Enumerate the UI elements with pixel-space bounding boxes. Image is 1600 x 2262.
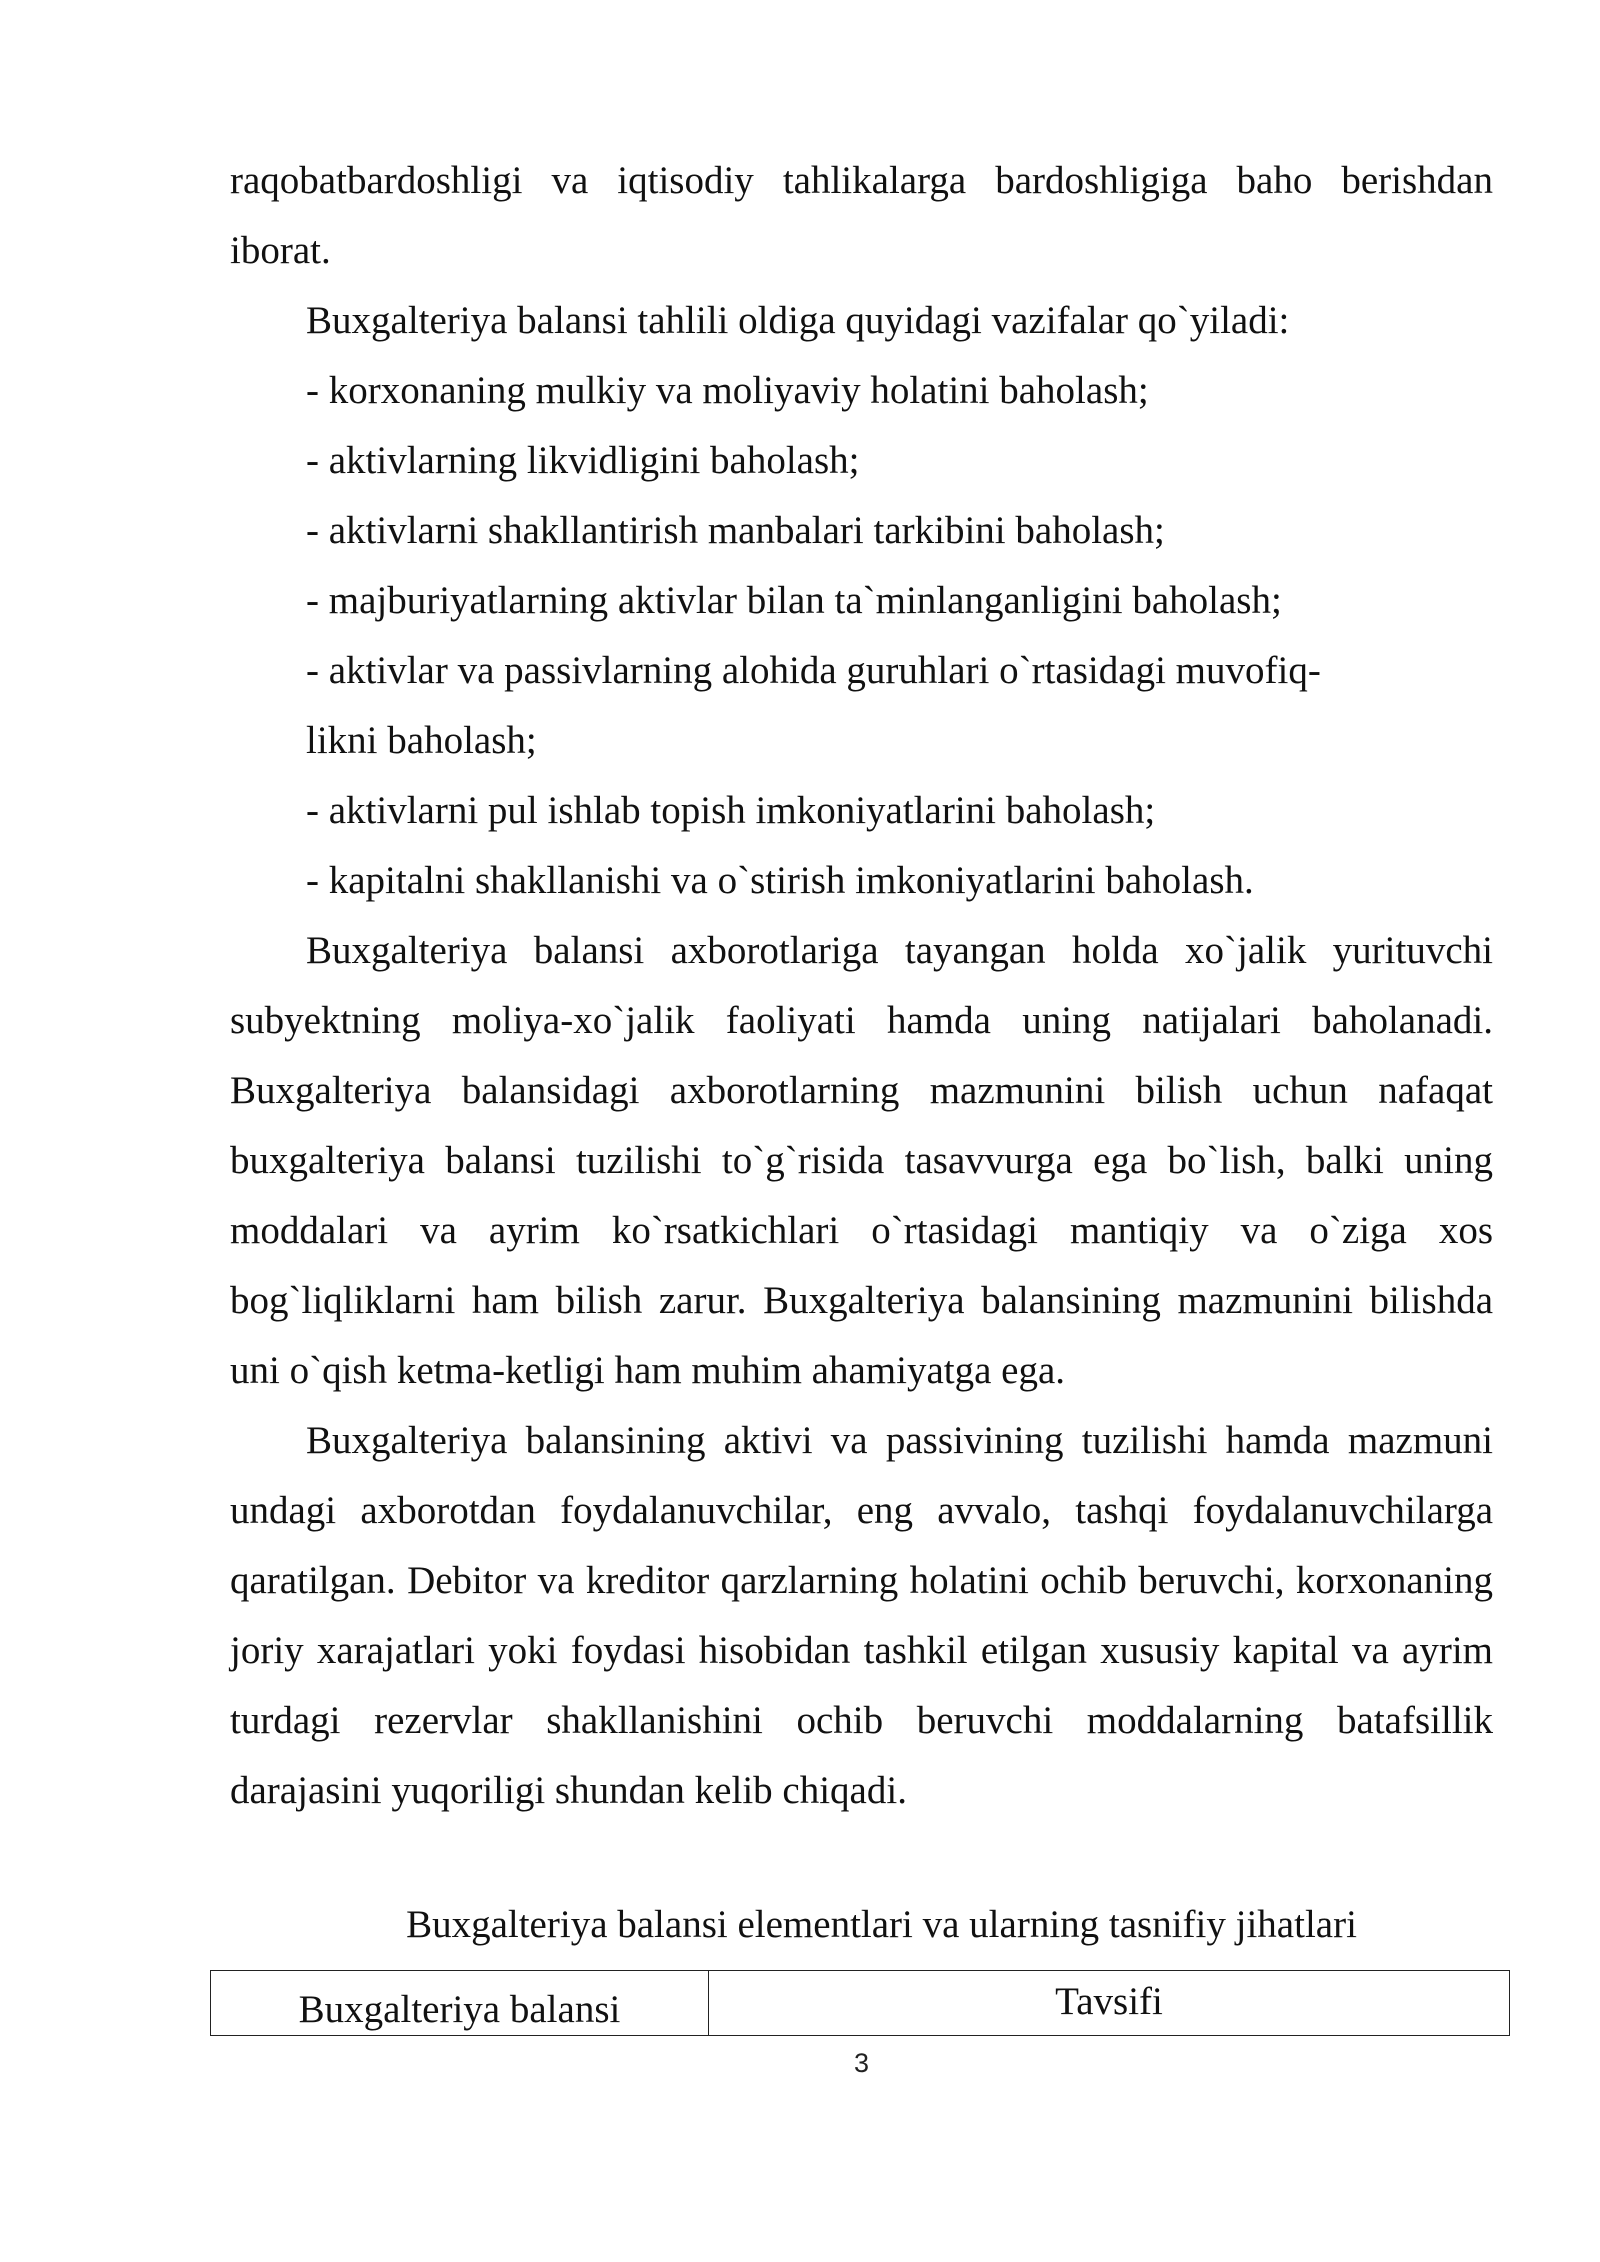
list-item: - aktivlarning likvidligini baholash; [306, 439, 860, 482]
list-item: - aktivlarni pul ishlab topish imkoniyatlarini baholash; [306, 789, 1156, 832]
list-item: - kapitalni shakllanishi va o`stirish imkoniyatlarini baholash. [306, 859, 1254, 902]
tasks-list [230, 356, 1493, 916]
list-item: - korxonaning mulkiy va moliyaviy holatini baholash; [306, 369, 1149, 412]
classification-table [210, 1970, 1510, 2036]
tasks-intro: Buxgalteriya balansi tahlili oldiga quyidagi vazifalar qo`yiladi: [306, 299, 1290, 342]
paragraph-2: Buxgalteriya balansining aktivi va passivining tuzilishi hamda mazmuni undagi axborotdan foydalanuvchilar, eng avvalo, tashqi foydalanuvchilarga qaratilgan. Debitor va kreditor qarzlarning holatini ochib beruvchi, korxonaning joriy xarajatlari yoki foydasi hisobidan tashkil etilgan xususiy kapital va ayrim turdagi rezervlar shakllanishini ochib beruvchi moddalarning batafsillik darajasini yuqoriligi shundan kelib chiqadi. [230, 1419, 1493, 1812]
table-header-balance: Buxgalteriya balansi [211, 1971, 709, 2035]
paragraph-1: Buxgalteriya balansi axborotlariga tayangan holda xo`jalik yurituvchi subyektning moliya-xo`jalik faoliyati hamda uning natijalari baholanadi. Buxgalteriya balansidagi axborotlarning mazmunini bilish uchun nafaqat buxgalteriya balansi tuzilishi to`g`risida tasavvurga ega bo`lish, balki uning moddalari va ayrim ko`rsatkichlari o`rtasidagi mantiqiy va o`ziga xos bog`liqliklarni ham bilish zarur. Buxgalteriya balansining mazmunini bilishda uni o`qish ketma-ketligi ham muhim ahamiyatga ega. [230, 929, 1493, 1392]
list-item: - aktivlar va passivlarning alohida guruhlari o`rtasidagi muvofiq- [306, 649, 1321, 692]
table-title: Buxgalteriya balansi elementlari va ularning tasnifiy jihatlari [406, 1903, 1357, 1946]
page-number: 3 [853, 2048, 870, 2078]
list-item: likni baholash; [306, 719, 537, 762]
continuation-line-1: raqobatbardoshligi va iqtisodiy tahlikalarga bardoshligiga baho berishdan [230, 159, 1493, 202]
continuation-line-2: iborat. [230, 229, 331, 272]
table-header-description: Tavsifi [1055, 1980, 1163, 2023]
list-item: - majburiyatlarning aktivlar bilan ta`minlanganligini baholash; [306, 579, 1282, 622]
body-text [230, 146, 1493, 1826]
list-item: - aktivlarni shakllantirish manbalari tarkibini baholash; [306, 509, 1165, 552]
